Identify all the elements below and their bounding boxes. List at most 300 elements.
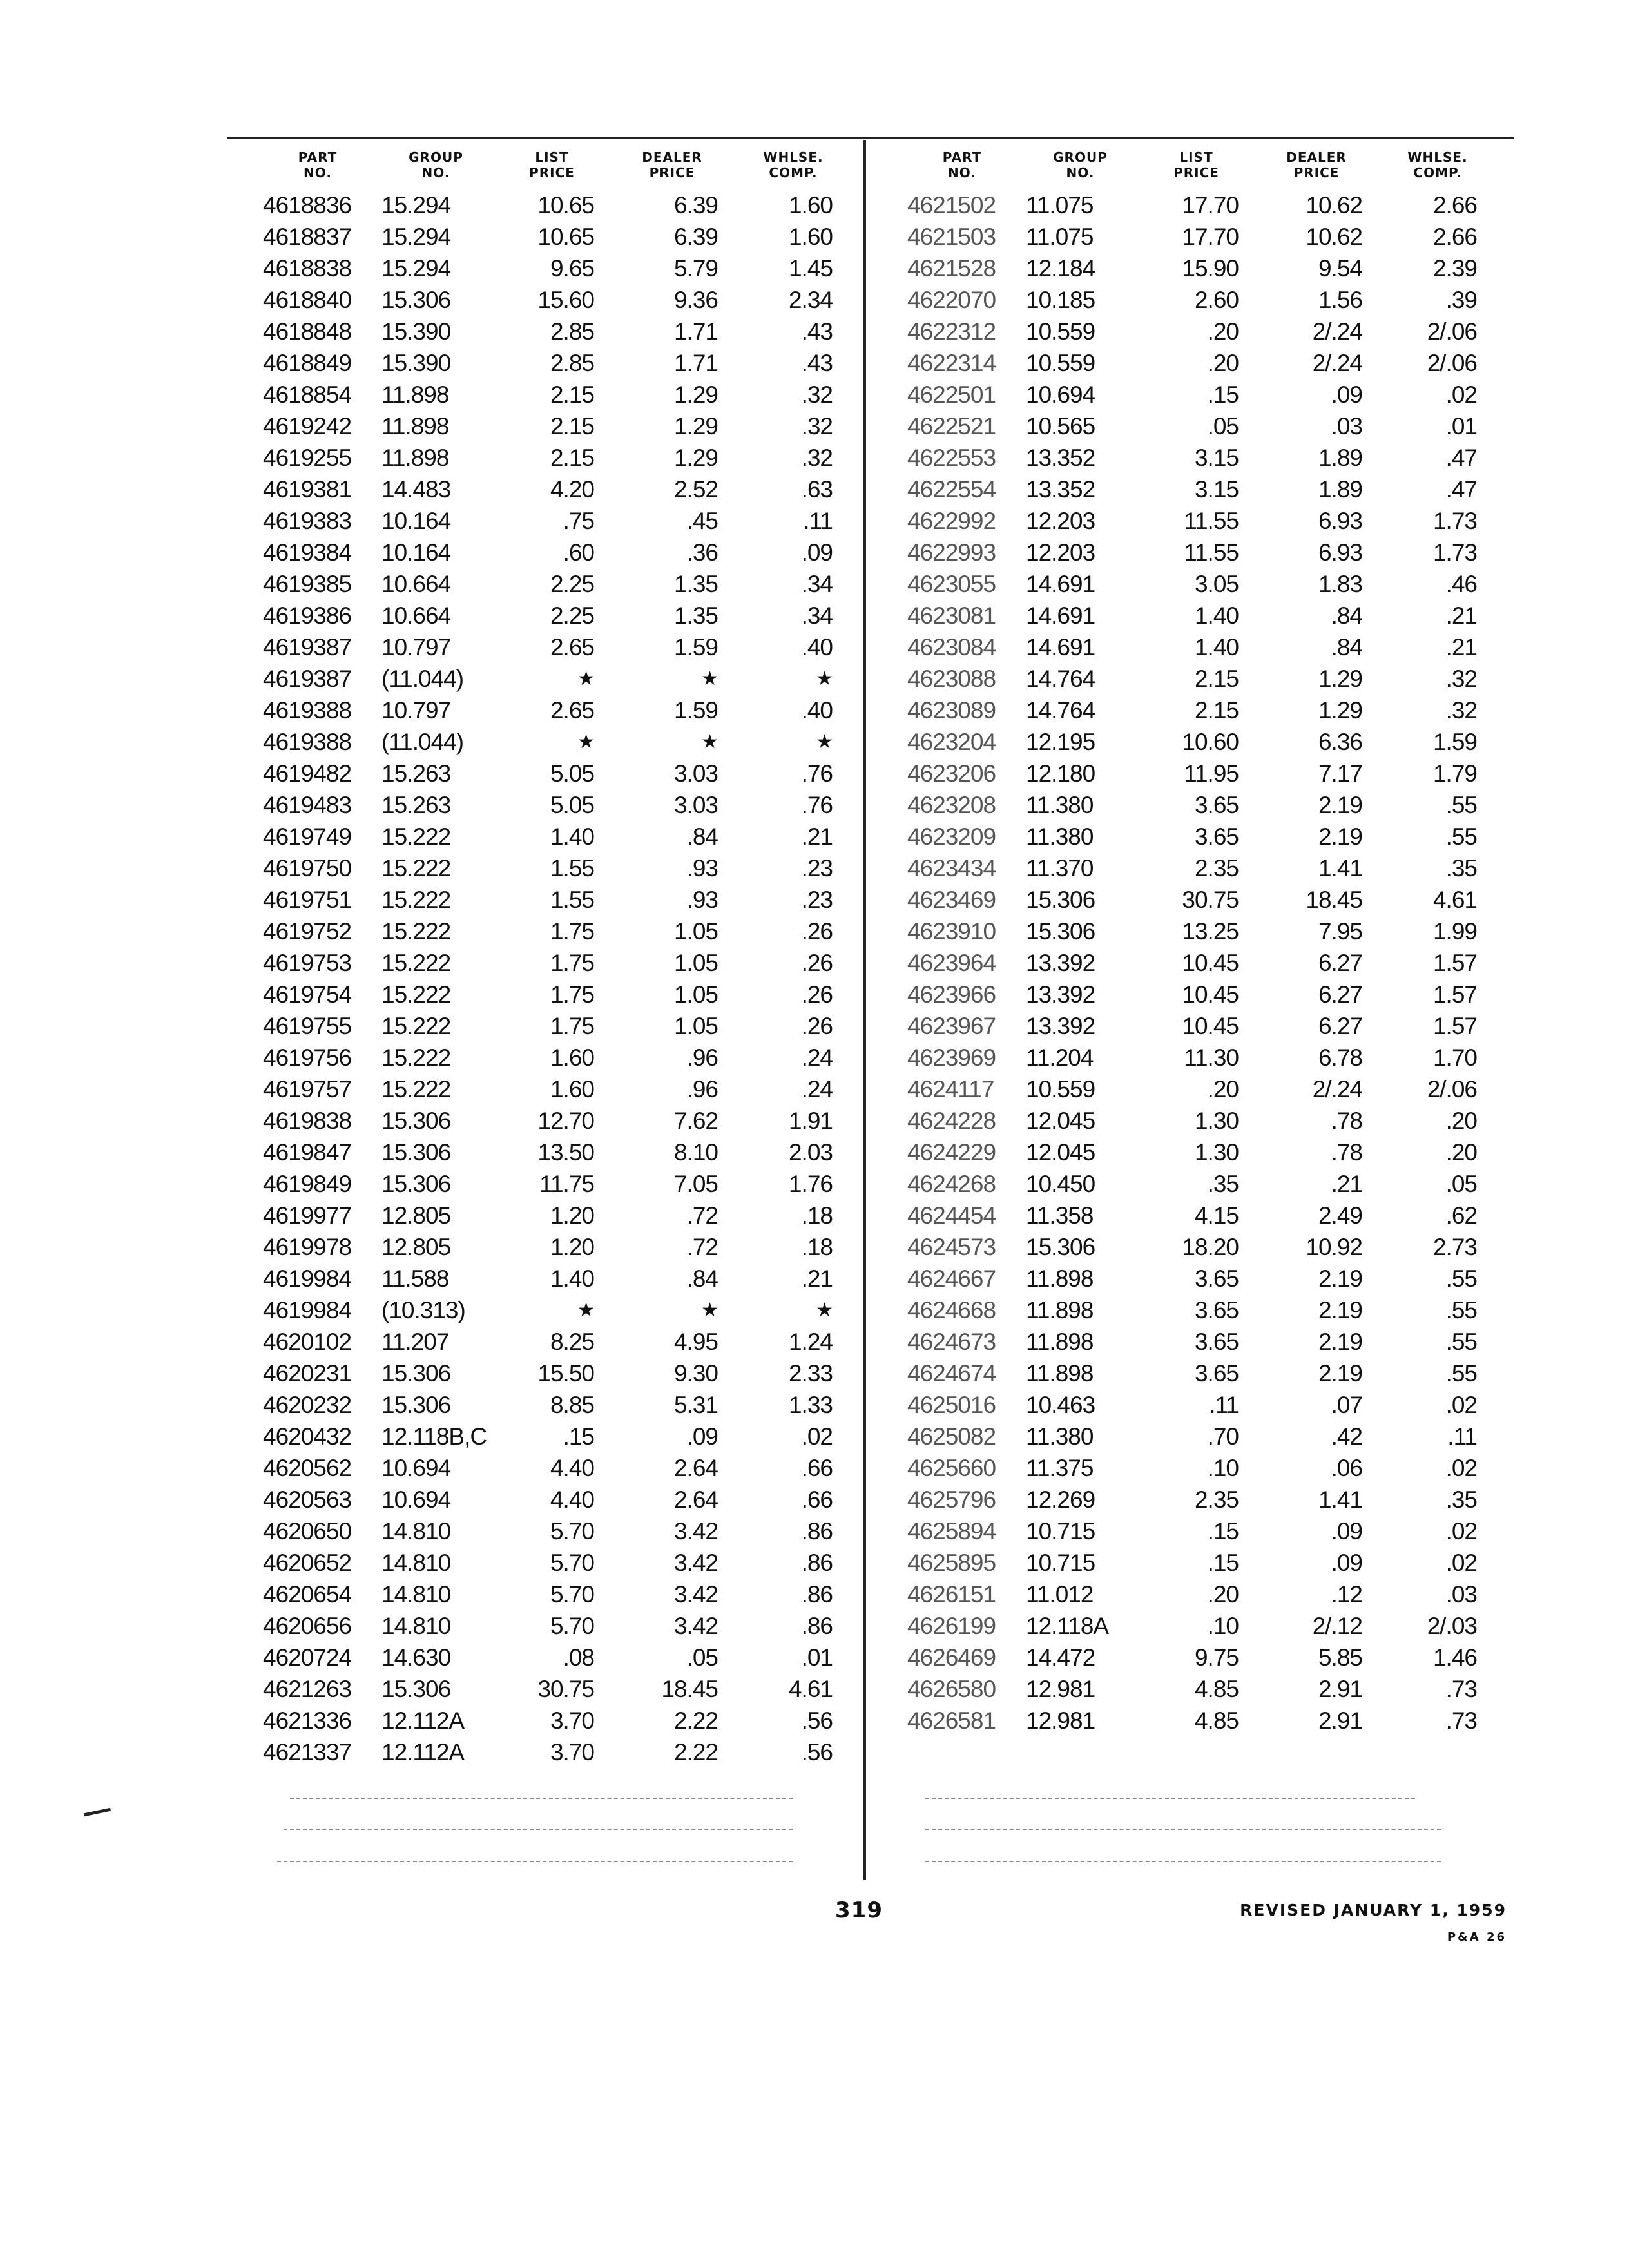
part-no-cell: 4621336 [263, 1707, 352, 1734]
list-price-cell: 3.65 [1194, 1265, 1239, 1292]
part-no-cell: 4619984 [263, 1297, 352, 1323]
part-no-cell: 4622070 [907, 287, 996, 313]
list-price-cell: 5.05 [550, 760, 594, 787]
dealer-price-cell: 2.19 [1318, 792, 1362, 818]
dealer-price-cell: 9.30 [673, 1360, 718, 1387]
dealer-price-cell: 6.93 [1318, 539, 1362, 566]
table-row [902, 758, 1496, 789]
table-row [258, 979, 852, 1010]
part-no-cell: 4618840 [263, 287, 352, 313]
dealer-price-cell: 6.78 [1318, 1044, 1362, 1071]
part-no-cell: 4620102 [263, 1329, 352, 1355]
part-no-cell: 4618837 [263, 224, 352, 250]
group-no-cell: 12.203 [1026, 508, 1095, 534]
list-price-cell: 5.70 [550, 1613, 594, 1639]
table-row [258, 1073, 852, 1105]
dealer-price-cell: ★ [701, 668, 718, 689]
list-price-cell: ★ [577, 731, 594, 753]
table-row [902, 1168, 1496, 1200]
list-price-cell: .75 [563, 508, 594, 534]
blank-rule [925, 1861, 1441, 1862]
list-price-cell: .15 [1207, 381, 1239, 408]
dealer-price-cell: 2.19 [1318, 1329, 1362, 1355]
header-part-no: PART NO. [298, 149, 338, 180]
whlse-comp-cell: .32 [801, 381, 833, 408]
list-price-cell: 5.05 [550, 792, 594, 818]
table-row [902, 1042, 1496, 1073]
dealer-price-cell: 1.71 [673, 318, 718, 345]
list-price-cell: 2.25 [550, 602, 594, 629]
group-no-cell: 14.810 [381, 1550, 451, 1576]
whlse-comp-cell: .26 [801, 918, 833, 945]
list-price-cell: .20 [1207, 1581, 1239, 1608]
group-no-cell: 15.390 [381, 318, 451, 345]
header-dealer-price: DEALER PRICE [642, 149, 702, 180]
left-header-row [258, 149, 852, 189]
table-row [258, 1168, 852, 1200]
whlse-comp-cell: .02 [1445, 1455, 1477, 1481]
list-price-cell: 2.25 [550, 571, 594, 597]
table-row [902, 1263, 1496, 1294]
whlse-comp-cell: .55 [1445, 792, 1477, 818]
list-price-cell: .15 [563, 1423, 594, 1450]
list-price-cell: 1.40 [550, 823, 594, 850]
dealer-price-cell: .84 [686, 823, 718, 850]
table-row [258, 1231, 852, 1263]
list-price-cell: 30.75 [537, 1676, 594, 1702]
list-price-cell: 3.65 [1194, 1329, 1239, 1355]
dealer-price-cell: 2.64 [673, 1455, 718, 1481]
part-no-cell: 4619388 [263, 697, 352, 724]
part-no-cell: 4623910 [907, 918, 996, 945]
dealer-price-cell: 6.27 [1318, 981, 1362, 1008]
table-row [902, 537, 1496, 568]
list-price-cell: 2.35 [1194, 1486, 1239, 1513]
group-no-cell: 14.810 [381, 1518, 451, 1544]
whlse-comp-cell: .32 [1445, 666, 1477, 692]
list-price-cell: 9.75 [1194, 1644, 1239, 1671]
table-row [258, 758, 852, 789]
part-no-cell: 4618838 [263, 255, 352, 282]
dealer-price-cell: 1.29 [1318, 697, 1362, 724]
dealer-price-cell: 2/.24 [1312, 350, 1362, 376]
whlse-comp-cell: .55 [1445, 1329, 1477, 1355]
group-no-cell: 10.559 [1026, 318, 1095, 345]
whlse-comp-cell: .23 [801, 887, 833, 913]
dealer-price-cell: 2.52 [673, 476, 718, 503]
part-no-cell: 4626580 [907, 1676, 996, 1702]
list-price-cell: 9.65 [550, 255, 594, 282]
whlse-comp-cell: .24 [801, 1044, 833, 1071]
table-row [902, 1389, 1496, 1421]
whlse-comp-cell: 1.57 [1432, 1013, 1477, 1039]
table-row [902, 1358, 1496, 1389]
table-row [258, 1642, 852, 1673]
table-row [902, 1010, 1496, 1042]
dealer-price-cell: 2.19 [1318, 1360, 1362, 1387]
whlse-comp-cell: .18 [801, 1202, 833, 1229]
part-no-cell: 4619756 [263, 1044, 352, 1071]
whlse-comp-cell: 1.45 [788, 255, 833, 282]
part-no-cell: 4619384 [263, 539, 352, 566]
dealer-price-cell: 1.35 [673, 571, 718, 597]
whlse-comp-cell: .21 [801, 1265, 833, 1292]
part-no-cell: 4625894 [907, 1518, 996, 1544]
blank-rule [284, 1829, 793, 1830]
document-code: P&A 26 [1447, 1930, 1507, 1944]
group-no-cell: 13.392 [1026, 981, 1095, 1008]
group-no-cell: 11.358 [1026, 1202, 1094, 1229]
dealer-price-cell: 1.05 [673, 981, 718, 1008]
list-price-cell: 1.30 [1194, 1139, 1239, 1166]
dealer-price-cell: .84 [1331, 602, 1362, 629]
table-row [902, 221, 1496, 253]
table-row [902, 1452, 1496, 1484]
list-price-cell: 4.40 [550, 1455, 594, 1481]
header-group-no: GROUP NO. [409, 149, 463, 180]
header-whlse-comp: WHLSE. COMP. [1407, 149, 1468, 180]
whlse-comp-cell: .26 [801, 950, 833, 976]
list-price-cell: 3.15 [1194, 476, 1239, 503]
whlse-comp-cell: ★ [816, 731, 833, 753]
table-row [258, 221, 852, 253]
dealer-price-cell: 9.54 [1318, 255, 1362, 282]
dealer-price-cell: 1.05 [673, 950, 718, 976]
part-no-cell: 4623206 [907, 760, 996, 787]
dealer-price-cell: .93 [686, 887, 718, 913]
table-row [902, 979, 1496, 1010]
whlse-comp-cell: 4.61 [788, 1676, 833, 1702]
list-price-cell: .20 [1207, 1076, 1239, 1102]
table-row [258, 1358, 852, 1389]
dealer-price-cell: 2/.12 [1312, 1613, 1362, 1639]
table-row [902, 1484, 1496, 1515]
whlse-comp-cell: .66 [801, 1455, 833, 1481]
part-no-cell: 4623434 [907, 855, 996, 881]
group-no-cell: 11.380 [1026, 1423, 1094, 1450]
whlse-comp-cell: 2.66 [1432, 224, 1477, 250]
table-row [902, 1073, 1496, 1105]
right-price-table [902, 149, 1496, 1736]
group-no-cell: 15.222 [381, 887, 451, 913]
dealer-price-cell: 3.03 [673, 760, 718, 787]
part-no-cell: 4619483 [263, 792, 352, 818]
dealer-price-cell: 3.03 [673, 792, 718, 818]
part-no-cell: 4620724 [263, 1644, 352, 1671]
part-no-cell: 4623084 [907, 634, 996, 660]
part-no-cell: 4620232 [263, 1392, 352, 1418]
list-price-cell: 1.75 [550, 981, 594, 1008]
part-no-cell: 4619750 [263, 855, 352, 881]
table-row [258, 253, 852, 284]
table-row [902, 884, 1496, 916]
part-no-cell: 4623055 [907, 571, 996, 597]
whlse-comp-cell: .46 [1445, 571, 1477, 597]
dealer-price-cell: 10.92 [1306, 1234, 1362, 1260]
group-no-cell: 10.694 [381, 1486, 451, 1513]
dealer-price-cell: 6.36 [1318, 729, 1362, 755]
table-row [258, 663, 852, 695]
part-no-cell: 4620650 [263, 1518, 352, 1544]
table-row [258, 505, 852, 537]
group-no-cell: 12.195 [1026, 729, 1095, 755]
dealer-price-cell: 4.95 [673, 1329, 718, 1355]
whlse-comp-cell: .86 [801, 1581, 833, 1608]
list-price-cell: 1.75 [550, 918, 594, 945]
part-no-cell: 4622993 [907, 539, 996, 566]
dealer-price-cell: .78 [1331, 1139, 1362, 1166]
group-no-cell: 11.588 [381, 1265, 449, 1292]
part-no-cell: 4618836 [263, 192, 352, 218]
header-dealer-price: DEALER PRICE [1286, 149, 1347, 180]
whlse-comp-cell: .40 [801, 634, 833, 660]
part-no-cell: 4624674 [907, 1360, 996, 1387]
dealer-price-cell: 1.29 [673, 381, 718, 408]
table-row [902, 663, 1496, 695]
part-no-cell: 4623209 [907, 823, 996, 850]
whlse-comp-cell: .47 [1445, 445, 1477, 471]
dealer-price-cell: .09 [1331, 381, 1362, 408]
table-row [258, 1610, 852, 1642]
whlse-comp-cell: .76 [801, 760, 833, 787]
list-price-cell: 1.75 [550, 1013, 594, 1039]
part-no-cell: 4620563 [263, 1486, 352, 1513]
table-row [258, 1452, 852, 1484]
dealer-price-cell: 1.29 [1318, 666, 1362, 692]
table-row [258, 1326, 852, 1358]
group-no-cell: 15.222 [381, 855, 451, 881]
whlse-comp-cell: .11 [803, 508, 833, 534]
group-no-cell: 12.184 [1026, 255, 1095, 282]
list-price-cell: 10.45 [1182, 1013, 1239, 1039]
list-price-cell: 5.70 [550, 1518, 594, 1544]
table-row [258, 442, 852, 474]
dealer-price-cell: 1.29 [673, 413, 718, 439]
list-price-cell: 15.90 [1182, 255, 1239, 282]
table-row [902, 568, 1496, 600]
blank-rule [277, 1861, 793, 1862]
group-no-cell: 15.263 [381, 792, 451, 818]
list-price-cell: 1.40 [550, 1265, 594, 1292]
group-no-cell: (10.313) [381, 1297, 465, 1323]
whlse-comp-cell: .55 [1445, 823, 1477, 850]
group-no-cell: 10.715 [1026, 1518, 1095, 1544]
list-price-cell: 3.70 [550, 1739, 594, 1765]
list-price-cell: .11 [1209, 1392, 1239, 1418]
whlse-comp-cell: .76 [801, 792, 833, 818]
part-no-cell: 4622521 [907, 413, 996, 439]
part-no-cell: 4623969 [907, 1044, 996, 1071]
table-row [258, 1579, 852, 1610]
part-no-cell: 4623469 [907, 887, 996, 913]
table-row [902, 442, 1496, 474]
part-no-cell: 4619849 [263, 1171, 352, 1197]
list-price-cell: 10.65 [537, 224, 594, 250]
table-row [902, 189, 1496, 221]
whlse-comp-cell: 1.24 [788, 1329, 833, 1355]
dealer-price-cell: 5.31 [673, 1392, 718, 1418]
table-row [258, 1421, 852, 1452]
group-no-cell: 14.810 [381, 1581, 451, 1608]
whlse-comp-cell: 1.91 [788, 1108, 833, 1134]
whlse-comp-cell: .63 [801, 476, 833, 503]
whlse-comp-cell: .11 [1447, 1423, 1477, 1450]
dealer-price-cell: 1.29 [673, 445, 718, 471]
table-row [258, 316, 852, 347]
dealer-price-cell: 1.56 [1318, 287, 1362, 313]
part-no-cell: 4619755 [263, 1013, 352, 1039]
table-row [258, 695, 852, 726]
dealer-price-cell: .36 [686, 539, 718, 566]
dealer-price-cell: .21 [1331, 1171, 1362, 1197]
dealer-price-cell: 1.71 [673, 350, 718, 376]
list-price-cell: 2.15 [550, 381, 594, 408]
dealer-price-cell: 2/.24 [1312, 1076, 1362, 1102]
dealer-price-cell: .09 [1331, 1518, 1362, 1544]
dealer-price-cell: 1.89 [1318, 445, 1362, 471]
dealer-price-cell: 6.27 [1318, 950, 1362, 976]
list-price-cell: .10 [1207, 1613, 1239, 1639]
list-price-cell: 1.60 [550, 1076, 594, 1102]
dealer-price-cell: 3.42 [673, 1581, 718, 1608]
part-no-cell: 4622992 [907, 508, 996, 534]
group-no-cell: 10.694 [1026, 381, 1095, 408]
list-price-cell: 10.45 [1182, 981, 1239, 1008]
table-row [258, 537, 852, 568]
table-row [258, 1294, 852, 1326]
table-row [902, 600, 1496, 631]
table-row [902, 821, 1496, 852]
table-row [258, 916, 852, 947]
whlse-comp-cell: 2.33 [788, 1360, 833, 1387]
whlse-comp-cell: 2/.06 [1427, 1076, 1477, 1102]
dealer-price-cell: 2.22 [673, 1707, 718, 1734]
table-row [258, 474, 852, 505]
table-row [902, 1294, 1496, 1326]
table-row [902, 1642, 1496, 1673]
table-row [902, 1137, 1496, 1168]
dealer-price-cell: 10.62 [1306, 224, 1362, 250]
dealer-price-cell: 5.85 [1318, 1644, 1362, 1671]
group-no-cell: 11.204 [1026, 1044, 1094, 1071]
group-no-cell: 10.559 [1026, 1076, 1095, 1102]
part-no-cell: 4619754 [263, 981, 352, 1008]
dealer-price-cell: .09 [1331, 1550, 1362, 1576]
right-header-row [902, 149, 1496, 189]
table-row [258, 1389, 852, 1421]
whlse-comp-cell: 1.70 [1432, 1044, 1477, 1071]
part-no-cell: 4625895 [907, 1550, 996, 1576]
part-no-cell: 4622501 [907, 381, 996, 408]
list-price-cell: 4.40 [550, 1486, 594, 1513]
dealer-price-cell: .06 [1331, 1455, 1362, 1481]
list-price-cell: ★ [577, 1300, 594, 1321]
blank-rule [290, 1798, 793, 1799]
whlse-comp-cell: 4.61 [1432, 887, 1477, 913]
group-no-cell: 15.222 [381, 1044, 451, 1071]
list-price-cell: 3.65 [1194, 1360, 1239, 1387]
group-no-cell: 11.380 [1026, 792, 1094, 818]
whlse-comp-cell: 1.60 [788, 192, 833, 218]
whlse-comp-cell: 2.73 [1432, 1234, 1477, 1260]
whlse-comp-cell: .21 [1445, 602, 1477, 629]
blank-rule [925, 1829, 1441, 1830]
whlse-comp-cell: .26 [801, 981, 833, 1008]
whlse-comp-cell: .43 [801, 350, 833, 376]
part-no-cell: 4619984 [263, 1265, 352, 1292]
whlse-comp-cell: 2.03 [788, 1139, 833, 1166]
group-no-cell: 11.898 [1026, 1329, 1094, 1355]
revision-date: REVISED JANUARY 1, 1959 [1240, 1901, 1507, 1919]
part-no-cell: 4618854 [263, 381, 352, 408]
part-no-cell: 4621528 [907, 255, 996, 282]
list-price-cell: 17.70 [1182, 192, 1239, 218]
group-no-cell: 10.450 [1026, 1171, 1095, 1197]
table-row [902, 1705, 1496, 1736]
part-no-cell: 4626199 [907, 1613, 996, 1639]
table-row [258, 1515, 852, 1547]
whlse-comp-cell: .02 [1445, 381, 1477, 408]
part-no-cell: 4624228 [907, 1108, 996, 1134]
part-no-cell: 4619749 [263, 823, 352, 850]
header-group-no: GROUP NO. [1053, 149, 1108, 180]
part-no-cell: 4625796 [907, 1486, 996, 1513]
group-no-cell: 10.565 [1026, 413, 1095, 439]
dealer-price-cell: 2.91 [1318, 1707, 1362, 1734]
table-row [258, 852, 852, 884]
part-no-cell: 4626581 [907, 1707, 996, 1734]
part-no-cell: 4619383 [263, 508, 352, 534]
group-no-cell: 14.810 [381, 1613, 451, 1639]
part-no-cell: 4621503 [907, 224, 996, 250]
group-no-cell: 15.222 [381, 823, 451, 850]
part-no-cell: 4620562 [263, 1455, 352, 1481]
list-price-cell: 2.15 [550, 445, 594, 471]
dealer-price-cell: ★ [701, 1300, 718, 1321]
list-price-cell: ★ [577, 668, 594, 689]
part-no-cell: 4619977 [263, 1202, 352, 1229]
group-no-cell: 11.898 [1026, 1360, 1094, 1387]
part-no-cell: 4619385 [263, 571, 352, 597]
dealer-price-cell: 1.59 [673, 634, 718, 660]
part-no-cell: 4623967 [907, 1013, 996, 1039]
part-no-cell: 4622554 [907, 476, 996, 503]
list-price-cell: 11.95 [1184, 760, 1239, 787]
dealer-price-cell: .07 [1331, 1392, 1362, 1418]
list-price-cell: 11.75 [539, 1171, 594, 1197]
group-no-cell: (11.044) [381, 729, 464, 755]
group-no-cell: 12.981 [1026, 1676, 1095, 1702]
group-no-cell: 14.472 [1026, 1644, 1095, 1671]
table-row [902, 284, 1496, 316]
group-no-cell: 14.764 [1026, 697, 1095, 724]
whlse-comp-cell: .32 [801, 445, 833, 471]
part-no-cell: 4624673 [907, 1329, 996, 1355]
whlse-comp-cell: 2/.03 [1427, 1613, 1477, 1639]
dealer-price-cell: 2.49 [1318, 1202, 1362, 1229]
whlse-comp-cell: .24 [801, 1076, 833, 1102]
list-price-cell: 8.85 [550, 1392, 594, 1418]
group-no-cell: 11.898 [381, 381, 449, 408]
dealer-price-cell: .42 [1331, 1423, 1362, 1450]
table-row [902, 316, 1496, 347]
table-row [258, 600, 852, 631]
list-price-cell: 3.65 [1194, 1297, 1239, 1323]
whlse-comp-cell: 1.76 [788, 1171, 833, 1197]
part-no-cell: 4619757 [263, 1076, 352, 1102]
dealer-price-cell: 18.45 [661, 1676, 718, 1702]
table-row [902, 1579, 1496, 1610]
